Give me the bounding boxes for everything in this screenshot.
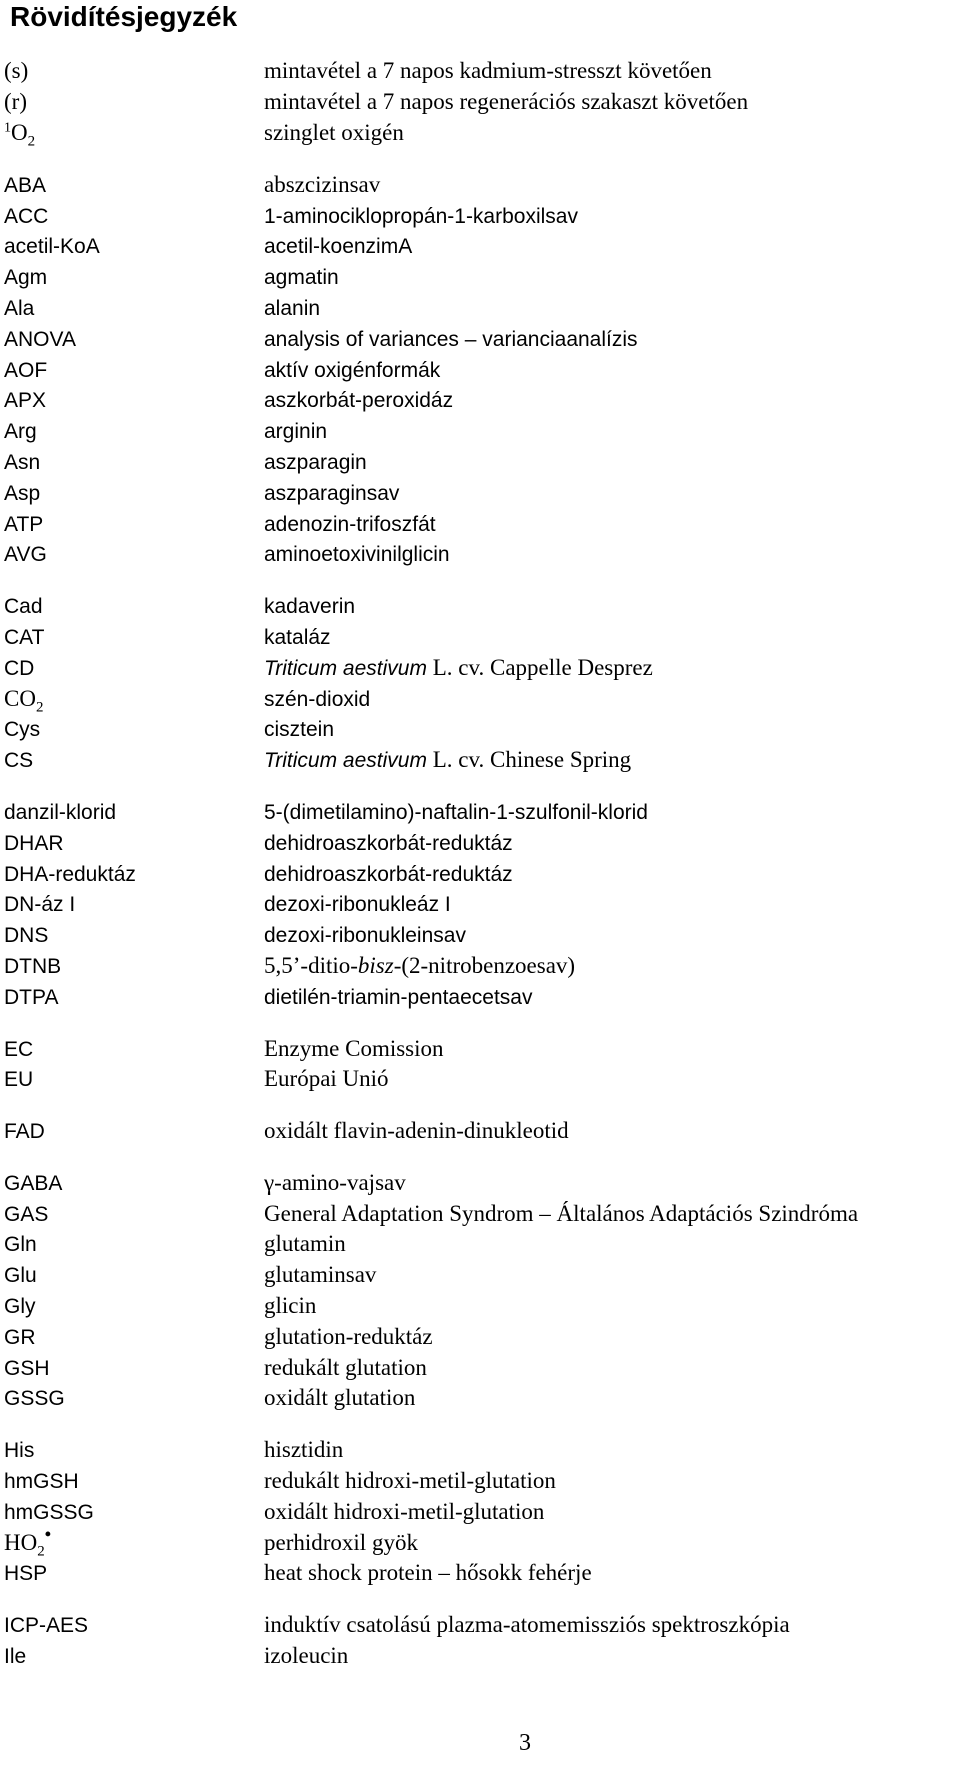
abbreviation-definition	[264, 1262, 376, 1288]
abbreviation-text: GR	[4, 1325, 36, 1349]
abbreviation-row	[4, 262, 954, 293]
abbreviation-row	[4, 508, 954, 539]
abbreviation-row	[4, 1168, 954, 1199]
abbreviation-text: Asp	[4, 481, 41, 505]
abbreviation-term	[4, 449, 264, 475]
abbreviation-term	[4, 418, 264, 444]
abbreviation-term	[4, 387, 264, 413]
abbreviation-term	[4, 326, 264, 352]
abbreviation-definition	[264, 1231, 346, 1257]
abbreviation-group	[4, 1435, 954, 1589]
definition-text: abszcizinsav	[264, 171, 381, 197]
abbreviation-definition	[264, 1355, 427, 1381]
definition-text: -(2-nitrobenzoesav)	[393, 952, 576, 978]
definition-text: 5-(dimetilamino)-naftalin-1-szulfonil-klorid	[264, 800, 648, 824]
abbreviation-group	[4, 591, 954, 776]
abbreviation-definition	[264, 799, 648, 825]
abbreviation-definition	[264, 295, 320, 321]
abbreviation-term	[4, 58, 264, 84]
abbreviation-list	[4, 56, 954, 1692]
definition-text: induktív csatolású plazma-atomemissziós spektroszkópia	[264, 1612, 790, 1638]
abbreviation-definition	[264, 830, 513, 856]
abbreviation-row	[4, 169, 954, 200]
abbreviation-row	[4, 1033, 954, 1064]
abbreviation-row	[4, 200, 954, 231]
abbreviation-term	[4, 89, 264, 115]
definition-text: adenozin-trifoszfát	[264, 512, 436, 536]
definition-text: mintavétel a 7 napos regenerációs szakaszt követően	[264, 89, 749, 115]
definition-text: hisztidin	[264, 1437, 344, 1463]
abbreviation-term	[4, 1643, 264, 1669]
abbreviation-text: DTNB	[4, 954, 62, 978]
abbreviation-definition	[264, 233, 412, 259]
abbreviation-text: DHAR	[4, 831, 64, 855]
definition-text: redukált glutation	[264, 1354, 427, 1380]
abbreviation-term	[4, 1355, 264, 1381]
abbreviation-text: hmGSSG	[4, 1500, 94, 1524]
abbreviation-term	[4, 1523, 264, 1560]
abbreviation-term	[4, 799, 264, 825]
definition-text: aszparagin	[264, 450, 367, 474]
abbreviation-text: acetil-KoA	[4, 235, 100, 259]
abbreviation-term	[4, 1560, 264, 1586]
abbreviation-row	[4, 981, 954, 1012]
definition-text: L. cv. Cappelle Desprez	[426, 654, 653, 680]
definition-text: agmatin	[264, 266, 339, 290]
abbreviation-row	[4, 231, 954, 262]
abbreviation-term	[4, 1066, 264, 1092]
definition-italic: Triticum aestivum	[264, 749, 427, 773]
abbreviation-row	[4, 858, 954, 889]
abbreviation-text: APX	[4, 389, 47, 413]
abbreviation-term	[4, 716, 264, 742]
abbreviation-definition	[264, 861, 513, 887]
definition-text: dehidroaszkorbát-reduktáz	[264, 862, 513, 886]
abbreviation-definition	[264, 1066, 389, 1092]
definition-text: γ-amino-vajsav	[264, 1169, 406, 1195]
definition-text: oxidált glutation	[264, 1385, 416, 1411]
abbreviation-row	[4, 323, 954, 354]
definition-text: oxidált hidroxi-metil-glutation	[264, 1498, 545, 1524]
abbreviation-definition	[264, 120, 404, 146]
abbreviation-term	[4, 861, 264, 887]
definition-text: Enzyme Comission	[264, 1035, 444, 1061]
abbreviation-definition	[264, 1201, 858, 1227]
abbreviation-term	[4, 172, 264, 198]
abbreviation-term	[4, 624, 264, 650]
abbreviation-group	[4, 797, 954, 1013]
abbreviation-row	[4, 920, 954, 951]
abbreviation-definition	[264, 1643, 348, 1669]
definition-text: kadaverin	[264, 595, 356, 619]
abbreviation-text: (s)	[4, 58, 29, 84]
abbreviation-row	[4, 1641, 954, 1672]
abbreviation-text: AOF	[4, 358, 48, 382]
definition-text: szén-dioxid	[264, 687, 371, 711]
definition-italic: Triticum aestivum	[264, 656, 427, 680]
abbreviation-row	[4, 447, 954, 478]
definition-text: glicin	[264, 1293, 317, 1319]
definition-text: aszparaginsav	[264, 481, 400, 505]
abbreviation-text: hmGSH	[4, 1470, 79, 1494]
abbreviation-text: DN-áz I	[4, 893, 76, 917]
abbreviation-text: DTPA	[4, 985, 59, 1009]
definition-text: L. cv. Chinese Spring	[426, 747, 632, 773]
abbreviation-row	[4, 87, 954, 118]
abbreviation-term	[4, 1437, 264, 1463]
abbreviation-text: CAT	[4, 625, 45, 649]
abbreviation-definition	[264, 203, 578, 229]
radical-dot: •	[44, 1523, 52, 1544]
abbreviation-row	[4, 1435, 954, 1466]
definition-text: arginin	[264, 420, 328, 444]
abbreviation-term	[4, 922, 264, 948]
abbreviation-row	[4, 1321, 954, 1352]
abbreviation-group	[4, 56, 954, 148]
page-title: Rövidítésjegyzék	[10, 1, 238, 32]
abbreviation-text: HO	[4, 1529, 38, 1555]
abbreviation-row	[4, 385, 954, 416]
abbreviation-row	[4, 1352, 954, 1383]
abbreviation-definition	[264, 1324, 433, 1350]
abbreviation-term	[4, 119, 264, 150]
abbreviation-definition	[264, 1560, 592, 1586]
abbreviation-text: EC	[4, 1037, 34, 1061]
abbreviation-definition	[264, 1612, 790, 1638]
abbreviation-text: ACC	[4, 204, 49, 228]
page-number: 3	[519, 1730, 531, 1756]
abbreviation-row	[4, 1116, 954, 1147]
abbreviation-row	[4, 539, 954, 570]
abbreviation-row	[4, 827, 954, 858]
definition-text: izoleucin	[264, 1643, 349, 1669]
abbreviation-definition	[264, 922, 466, 948]
abbreviation-group	[4, 1610, 954, 1672]
abbreviation-row	[4, 652, 954, 683]
definition-text: 1-aminociklopropán-1-karboxilsav	[264, 204, 578, 228]
abbreviation-row	[4, 1383, 954, 1414]
abbreviation-row	[4, 797, 954, 828]
definition-text: dehidroaszkorbát-reduktáz	[264, 831, 513, 855]
definition-text: aszkorbát-peroxidáz	[264, 389, 454, 413]
definition-text: aktív oxigénformák	[264, 358, 441, 382]
abbreviation-term	[4, 655, 264, 681]
abbreviation-text: Glu	[4, 1264, 37, 1288]
abbreviation-term	[4, 1324, 264, 1350]
abbreviation-text: Agm	[4, 266, 48, 290]
abbreviation-term	[4, 747, 264, 773]
abbreviation-row	[4, 889, 954, 920]
abbreviation-row	[4, 416, 954, 447]
abbreviation-definition	[264, 172, 380, 198]
abbreviation-text: Gln	[4, 1233, 37, 1257]
abbreviation-term	[4, 264, 264, 290]
abbreviation-row	[4, 1198, 954, 1229]
abbreviation-definition	[264, 624, 331, 650]
abbreviation-definition	[264, 1385, 415, 1411]
definition-text: Európai Unió	[264, 1066, 389, 1092]
abbreviation-row	[4, 714, 954, 745]
abbreviation-definition	[264, 58, 712, 84]
definition-text: dietilén-triamin-pentaecetsav	[264, 985, 533, 1009]
abbreviation-term	[4, 233, 264, 259]
abbreviation-text: GABA	[4, 1171, 63, 1195]
abbreviation-text: ANOVA	[4, 327, 76, 351]
abbreviation-row	[4, 1229, 954, 1260]
abbreviation-term	[4, 984, 264, 1010]
abbreviation-term	[4, 1612, 264, 1638]
abbreviation-term	[4, 1468, 264, 1494]
definition-text: kataláz	[264, 625, 331, 649]
abbreviation-definition	[264, 747, 631, 773]
definition-text: glutation-reduktáz	[264, 1323, 433, 1349]
abbreviation-row	[4, 1291, 954, 1322]
abbreviation-text: GSSG	[4, 1387, 65, 1411]
definition-text: acetil-koenzimA	[264, 235, 413, 259]
abbreviation-term	[4, 1262, 264, 1288]
abbreviation-term	[4, 1293, 264, 1319]
abbreviation-definition	[264, 1499, 544, 1525]
abbreviation-term	[4, 357, 264, 383]
abbreviation-text: CS	[4, 749, 34, 773]
abbreviation-definition	[264, 593, 355, 619]
abbreviation-term	[4, 1170, 264, 1196]
abbreviation-text: (r)	[4, 89, 27, 115]
abbreviation-text: GAS	[4, 1202, 49, 1226]
abbreviation-text: FAD	[4, 1120, 45, 1144]
abbreviation-term	[4, 1118, 264, 1144]
abbreviation-row	[4, 1523, 954, 1560]
abbreviation-definition	[264, 1437, 343, 1463]
definition-text: redukált hidroxi-metil-glutation	[264, 1468, 556, 1494]
abbreviation-subscript: 2	[35, 699, 44, 716]
abbreviation-term	[4, 593, 264, 619]
abbreviation-definition	[264, 449, 367, 475]
abbreviation-term	[4, 891, 264, 917]
abbreviation-term	[4, 295, 264, 321]
abbreviation-row	[4, 56, 954, 87]
definition-text: alanin	[264, 296, 321, 320]
abbreviation-row	[4, 591, 954, 622]
abbreviation-text: Cys	[4, 718, 41, 742]
abbreviation-text: AVG	[4, 543, 47, 567]
abbreviation-text: CO	[4, 685, 36, 711]
abbreviation-row	[4, 1260, 954, 1291]
abbreviation-definition	[264, 541, 450, 567]
abbreviation-definition	[264, 1170, 406, 1196]
definition-text: perhidroxil gyök	[264, 1529, 418, 1555]
definition-text: analysis of variances – varianciaanalízis	[264, 327, 638, 351]
abbreviation-text: Ile	[4, 1645, 27, 1669]
abbreviation-group	[4, 1168, 954, 1414]
abbreviation-definition	[264, 655, 653, 681]
definition-text: glutamin	[264, 1231, 346, 1257]
abbreviation-term	[4, 1231, 264, 1257]
abbreviation-row	[4, 1466, 954, 1497]
abbreviation-definition	[264, 511, 436, 537]
abbreviation-term	[4, 685, 264, 716]
abbreviation-group	[4, 169, 954, 569]
abbreviation-term	[4, 541, 264, 567]
abbreviation-term	[4, 1499, 264, 1525]
abbreviation-subscript: 2	[37, 1543, 45, 1560]
abbreviation-text: danzil-klorid	[4, 800, 117, 824]
abbreviation-text: ATP	[4, 512, 44, 536]
abbreviation-group	[4, 1116, 954, 1147]
definition-italic: bisz	[357, 952, 394, 978]
definition-text: szinglet oxigén	[264, 119, 404, 145]
abbreviation-text: Asn	[4, 450, 41, 474]
abbreviation-definition	[264, 89, 748, 115]
abbreviation-row	[4, 745, 954, 776]
definition-text: dezoxi-ribonukleáz I	[264, 893, 451, 917]
abbreviation-text: DHA-reduktáz	[4, 862, 136, 886]
abbreviation-text: Arg	[4, 420, 37, 444]
abbreviation-row	[4, 1496, 954, 1527]
abbreviation-group	[4, 1033, 954, 1095]
definition-text: General Adaptation Syndrom – Általános Adaptációs Szindróma	[264, 1200, 859, 1226]
abbreviation-definition	[264, 953, 575, 979]
definition-text: cisztein	[264, 718, 335, 742]
abbreviation-superscript: 1	[4, 120, 11, 136]
abbreviation-term	[4, 480, 264, 506]
abbreviation-definition	[264, 1530, 418, 1556]
definition-text: heat shock protein – hősokk fehérje	[264, 1560, 592, 1586]
abbreviation-row	[4, 622, 954, 653]
definition-text: mintavétel a 7 napos kadmium-stresszt követően	[264, 58, 712, 84]
abbreviation-text: EU	[4, 1068, 34, 1092]
abbreviation-definition	[264, 418, 327, 444]
abbreviation-row	[4, 477, 954, 508]
abbreviation-definition	[264, 984, 532, 1010]
abbreviation-term	[4, 203, 264, 229]
abbreviation-text: Ala	[4, 296, 35, 320]
abbreviation-definition	[264, 1118, 569, 1144]
definition-text: aminoetoxivinilglicin	[264, 543, 450, 567]
abbreviation-text: CD	[4, 656, 35, 680]
abbreviation-term	[4, 1385, 264, 1411]
abbreviation-subscript: 2	[27, 133, 36, 150]
abbreviation-definition	[264, 387, 453, 413]
abbreviation-row	[4, 951, 954, 982]
abbreviation-row	[4, 1064, 954, 1095]
abbreviation-row	[4, 354, 954, 385]
abbreviation-row	[4, 683, 954, 714]
definition-text: dezoxi-ribonukleinsav	[264, 924, 466, 948]
abbreviation-text: GSH	[4, 1356, 50, 1380]
abbreviation-definition	[264, 1468, 556, 1494]
definition-text: glutaminsav	[264, 1262, 377, 1288]
abbreviation-term	[4, 1201, 264, 1227]
abbreviation-definition	[264, 480, 399, 506]
abbreviation-row	[4, 1610, 954, 1641]
abbreviation-text: DNS	[4, 924, 49, 948]
abbreviation-definition	[264, 716, 334, 742]
abbreviation-text: HSP	[4, 1562, 48, 1586]
abbreviation-text: ICP-AES	[4, 1614, 89, 1638]
abbreviation-definition	[264, 357, 440, 383]
abbreviation-definition	[264, 686, 370, 712]
abbreviation-text: O	[11, 119, 28, 145]
abbreviation-definition	[264, 264, 339, 290]
abbreviation-row	[4, 293, 954, 324]
abbreviation-term	[4, 953, 264, 979]
abbreviation-row	[4, 118, 954, 149]
definition-text: oxidált flavin-adenin-dinukleotid	[264, 1118, 569, 1144]
abbreviation-text: Cad	[4, 595, 43, 619]
abbreviation-term	[4, 511, 264, 537]
abbreviation-text: His	[4, 1439, 35, 1463]
abbreviation-row	[4, 1558, 954, 1589]
abbreviation-definition	[264, 1036, 444, 1062]
abbreviation-text: Gly	[4, 1295, 36, 1319]
abbreviation-text: ABA	[4, 173, 47, 197]
abbreviation-definition	[264, 891, 451, 917]
abbreviation-definition	[264, 326, 638, 352]
abbreviation-term	[4, 830, 264, 856]
abbreviation-term	[4, 1036, 264, 1062]
abbreviation-definition	[264, 1293, 316, 1319]
definition-text: 5,5’-ditio-	[264, 952, 358, 978]
